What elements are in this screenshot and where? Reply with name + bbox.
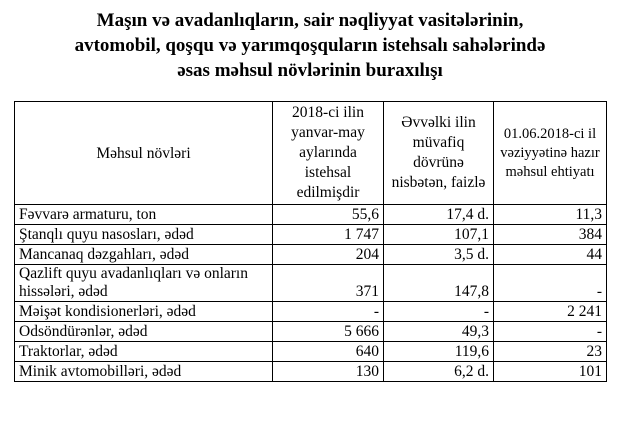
row-stock: 384: [494, 225, 607, 245]
row-stock: -: [494, 265, 607, 302]
table-row: [15, 342, 607, 362]
title-line-3: əsas məhsul növlərinin buraxılışı: [177, 60, 443, 81]
row-name: Odsöndürənlər, ədəd: [15, 322, 273, 342]
row-ratio: 49,3: [384, 322, 494, 342]
row-stock: 11,3: [494, 205, 607, 225]
row-ratio: 147,8: [384, 265, 494, 302]
table-row: [15, 322, 607, 342]
title-line-1: Maşın və avadanlıqların, sair nəqliyyat vasitələrinin,: [96, 10, 524, 31]
row-ratio: 107,1: [384, 225, 494, 245]
table-row: [15, 205, 607, 225]
row-name: Mancanaq dəzgahları, ədəd: [15, 245, 273, 265]
row-produced: 204: [273, 245, 384, 265]
row-stock: 44: [494, 245, 607, 265]
row-produced: 130: [273, 362, 384, 382]
row-stock: 2 241: [494, 302, 607, 322]
table-header-row: [15, 102, 607, 205]
row-name: Məişət kondisionerləri, ədəd: [15, 302, 273, 322]
title-line-2: avtomobil, qoşqu və yarımqoşquların istehsalı sahələrində: [74, 35, 546, 56]
row-stock: -: [494, 322, 607, 342]
header-stock: 01.06.2018-ci il vəziyyətinə hazır məhsul ehtiyatı: [494, 102, 607, 205]
row-ratio: -: [384, 302, 494, 322]
header-product-types: Məhsul növləri: [15, 102, 273, 205]
row-produced: -: [273, 302, 384, 322]
row-name: Traktorlar, ədəd: [15, 342, 273, 362]
row-produced: 371: [273, 265, 384, 302]
row-produced: 1 747: [273, 225, 384, 245]
row-produced: 5 666: [273, 322, 384, 342]
row-name: Ştanqlı quyu nasosları, ədəd: [15, 225, 273, 245]
document-title: [0, 8, 620, 83]
row-ratio: 3,5 d.: [384, 245, 494, 265]
table-row: [15, 225, 607, 245]
table-row: [15, 302, 607, 322]
row-name: Fəvvarə armaturu, ton: [15, 205, 273, 225]
row-produced: 640: [273, 342, 384, 362]
row-name: Qazlift quyu avadanlıqları və onların hissələri, ədəd: [15, 265, 273, 302]
table-row: [15, 265, 607, 302]
header-ratio: Əvvəlki ilin müvafiq dövrünə nisbətən, faizlə: [384, 102, 494, 205]
row-ratio: 6,2 d.: [384, 362, 494, 382]
row-produced: 55,6: [273, 205, 384, 225]
row-stock: 23: [494, 342, 607, 362]
row-name: Minik avtomobilləri, ədəd: [15, 362, 273, 382]
table-row: [15, 245, 607, 265]
row-ratio: 119,6: [384, 342, 494, 362]
row-stock: 101: [494, 362, 607, 382]
header-produced: 2018-ci ilin yanvar-may aylarında istehsal edilmişdir: [273, 102, 384, 205]
table-row: [15, 362, 607, 382]
row-ratio: 17,4 d.: [384, 205, 494, 225]
production-table: [14, 101, 607, 382]
